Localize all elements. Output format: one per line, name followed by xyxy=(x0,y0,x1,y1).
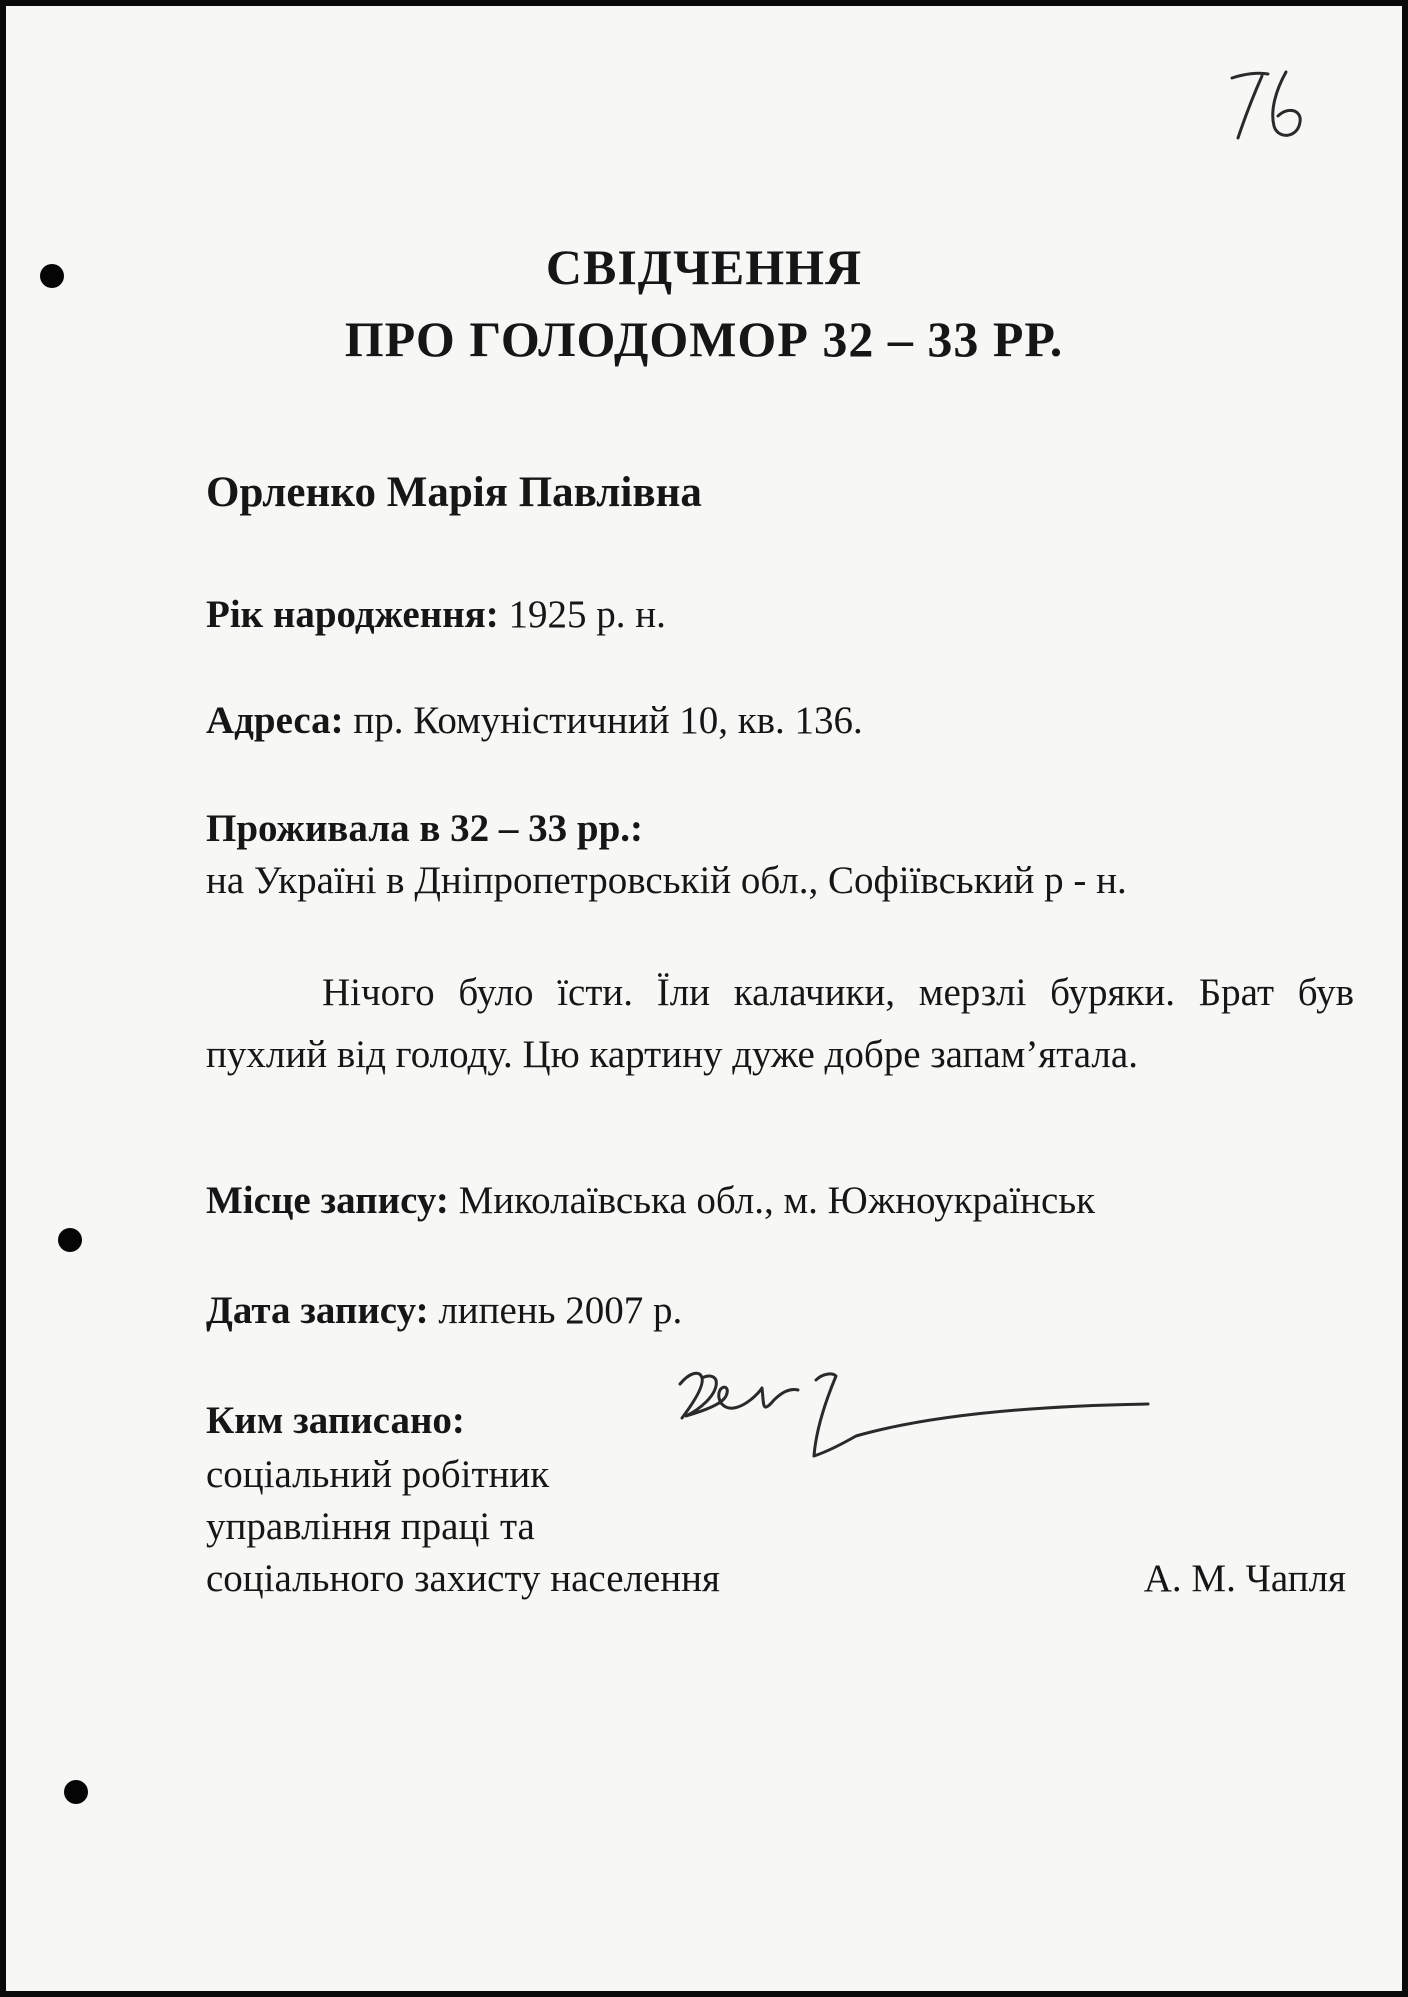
record-date-value: липень 2007 р. xyxy=(428,1289,683,1332)
record-date-row xyxy=(206,1288,682,1333)
document-title-line-2: ПРО ГОЛОДОМОР 32 – 33 РР. xyxy=(344,311,1064,367)
birth-year-label: Рік народження: xyxy=(206,593,499,636)
recorder-position-line-2: управління праці та xyxy=(206,1505,535,1548)
address-row xyxy=(206,698,863,743)
birth-year-value: 1925 р. н. xyxy=(498,593,666,636)
residence-label: Проживала в 32 – 33 рр.: xyxy=(206,807,644,850)
address-label: Адреса: xyxy=(206,699,344,742)
punch-hole-bottom xyxy=(64,1780,88,1804)
record-place-value: Миколаївська обл., м. Южноукраїнськ xyxy=(448,1179,1096,1222)
recorded-by-label: Ким записано: xyxy=(206,1399,465,1442)
witness-name: Орленко Марія Павлівна xyxy=(206,469,702,516)
handwritten-signature xyxy=(666,1356,1166,1486)
testimony-text: Нічого було їсти. Їли калачики, мерзлі буряки. Брат був пухлий від голоду. Цю картину дуже добре запам’ятала. xyxy=(206,971,1354,1076)
recorder-position-line-3: соціального захисту населення xyxy=(206,1557,720,1600)
document-title-line-1: СВІДЧЕННЯ xyxy=(545,239,863,295)
document-page xyxy=(6,6,1402,1991)
address-value: пр. Комуністичний 10, кв. 136. xyxy=(343,699,863,742)
record-place-label: Місце запису: xyxy=(206,1179,449,1222)
punch-hole-middle xyxy=(58,1228,82,1252)
birth-year-row xyxy=(206,592,666,637)
recorder-position-line-1: соціальний робітник xyxy=(206,1453,550,1496)
record-place-row xyxy=(206,1178,1095,1223)
record-date-label: Дата запису: xyxy=(206,1289,429,1332)
recorder-name: А. М. Чапля xyxy=(1143,1557,1346,1600)
handwritten-page-number xyxy=(1224,66,1314,146)
residence-value: на Україні в Дніпропетровській обл., Софіївський р - н. xyxy=(206,859,1127,902)
